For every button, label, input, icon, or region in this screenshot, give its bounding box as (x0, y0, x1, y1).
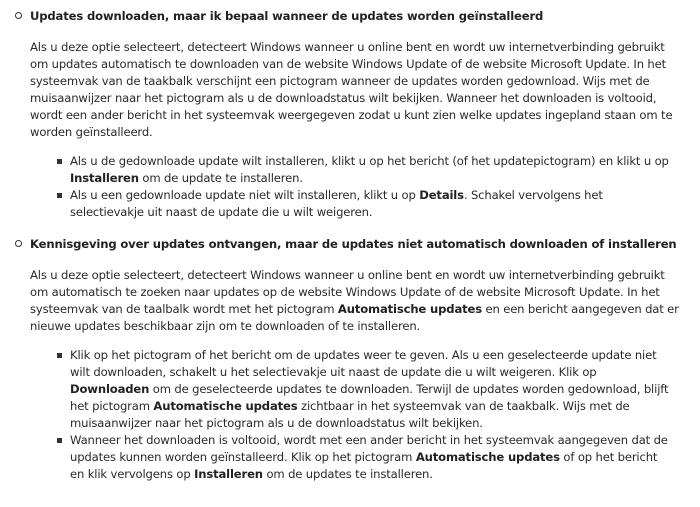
bullet-bold-text: Automatische updates (153, 399, 298, 413)
bullet-list (70, 347, 675, 483)
square-bullet-icon (57, 193, 62, 198)
section-notify-updates (0, 234, 700, 483)
section-heading-text: Updates downloaden, maar ik bepaal wanneer de updates worden geïnstalleerd (30, 9, 544, 23)
paragraph-bold-text: Automatische updates (337, 302, 482, 316)
section-heading (30, 234, 700, 254)
bullet-text: Als u de gedownloade update wilt installeren, klikt u op het bericht (of het updatepictogram) en klikt u op (70, 154, 669, 168)
circle-bullet-icon (15, 12, 22, 19)
bullet-text: Als u een gedownloade update niet wilt installeren, klikt u op (70, 188, 420, 202)
section-paragraph (30, 267, 685, 335)
section-paragraph: Als u deze optie selecteert, detecteert Windows wanneer u online bent en wordt uw internetverbinding gebruikt om updates automatisch te downloaden van de website Windows Update of de website Microsoft Update. In het systeemvak van de taakbalk verschijnt een pictogram wanneer de updates worden gedownload. Wijs met de muisaanwijzer naar het pictogram als u de downloadstatus wilt bekijken. Wanneer het downloaden is voltooid, wordt een ander bericht in het systeemvak weergegeven zodat u kunt zien welke updates ingepland staan om te worden geïnstalleerd. (30, 40, 673, 139)
square-bullet-icon (57, 438, 62, 443)
bullet-text: . Schakel vervolgens het selectievakje uit naast de update die u wilt weigeren. (70, 188, 603, 219)
bullet-text: Klik op het pictogram of het bericht om de updates weer te geven. Als u een geselecteerde update niet wilt downloaden, schakelt u het selectievakje uit naast de update die u wilt weigeren. Klik op (70, 348, 657, 379)
bullet-text: om de update te installeren. (138, 171, 303, 185)
square-bullet-icon (57, 353, 62, 358)
bullet-bold-text: Downloaden (70, 382, 150, 396)
bullet-bold-text: Automatische updates (415, 450, 560, 464)
paragraph-text: en een bericht aangegeven dat er nieuwe updates beschikbaar zijn om te downloaden of te installeren. (30, 302, 679, 333)
square-bullet-icon (57, 159, 62, 164)
bullet-bold-text: Installeren (194, 467, 263, 481)
bullet-text: of op het bericht en klik vervolgens op (70, 450, 658, 481)
bullet-bold-text: Installeren (70, 171, 139, 185)
list-item (70, 153, 675, 187)
list-item (70, 347, 675, 432)
list-item (70, 187, 675, 221)
section-download-updates (0, 6, 700, 221)
bullet-text: om de updates te installeren. (262, 467, 433, 481)
bullet-text: om de geselecteerde updates te downloaden. Terwijl de updates worden gedownload, blijft het pictogram (70, 382, 669, 413)
bullet-text: zichtbaar in het systeemvak van de taakbalk. Wijs met de muisaanwijzer naar het pictogram als u de downloadstatus wilt bekijken. (70, 399, 630, 430)
bullet-text: Wanneer het downloaden is voltooid, wordt met een ander bericht in het systeemvak aangegeven dat de updates kunnen worden geïnstalleerd. Klik op het pictogram (70, 433, 668, 464)
section-heading-text: Kennisgeving over updates ontvangen, maar de updates niet automatisch downloaden of installeren (30, 237, 677, 251)
bullet-list (70, 153, 675, 221)
bullet-bold-text: Details (419, 188, 464, 202)
paragraph-text: Als u deze optie selecteert, detecteert Windows wanneer u online bent en wordt uw internetverbinding gebruikt om automatisch te zoeken naar updates op de website Windows Update of de website Microsoft Update. In het systeemvak van de taalbalk wordt met het pictogram (30, 268, 665, 316)
list-item (70, 432, 675, 483)
circle-bullet-icon (15, 240, 22, 247)
section-heading (30, 6, 700, 26)
